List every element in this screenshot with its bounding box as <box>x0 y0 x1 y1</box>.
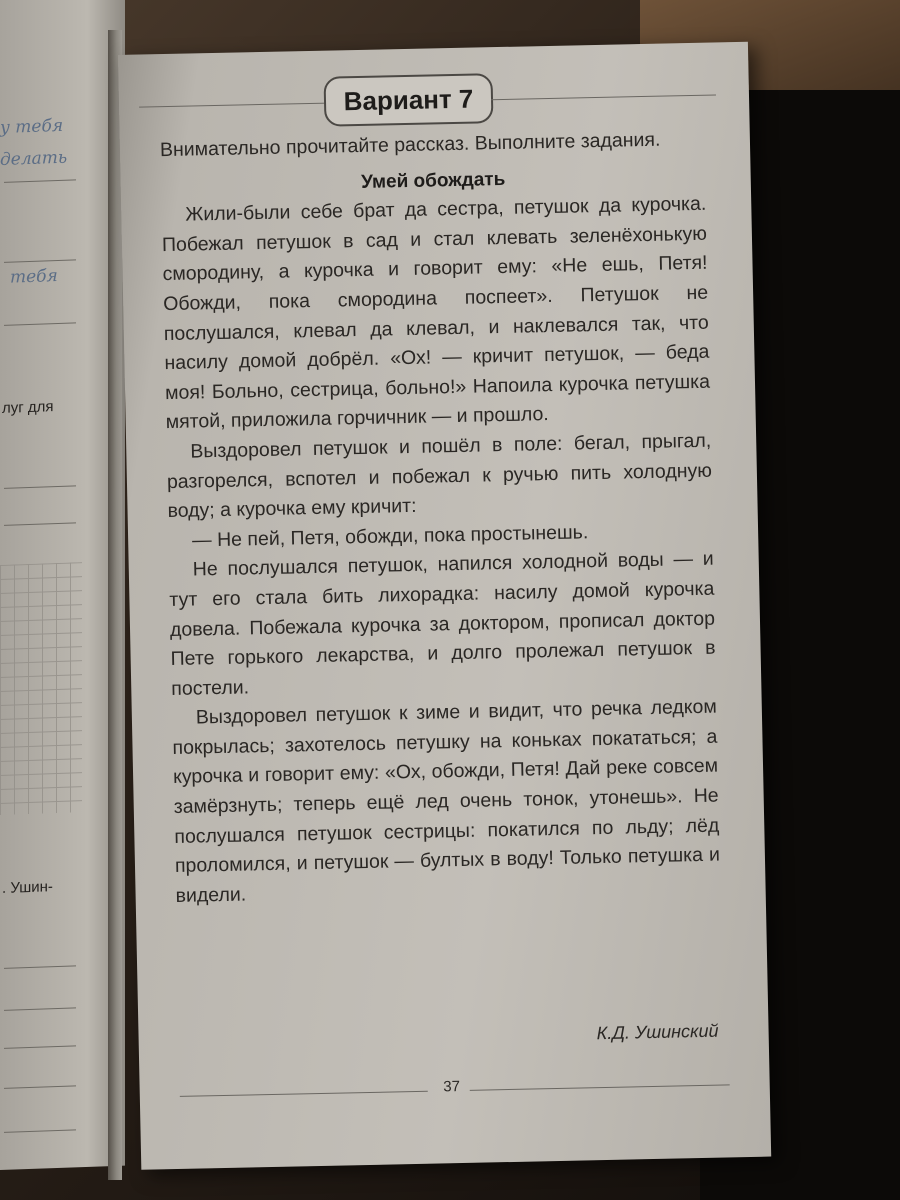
story-paragraph-4: Не послушался петушок, напился холодной воды — и тут его стала бить лихорадка: насилу домой курочка довела. Побежала курочка за доктором, прописал доктор Пете горького лекарства, и долго пролежал петушок в постели. <box>169 547 716 700</box>
story-paragraph-2: Выздоровел петушок и пошёл в поле: бегал, прыгал, разгорелся, вспотел и побежал к ручью пить холодную воду; а курочка ему кричит: <box>166 429 713 523</box>
left-answer-line <box>4 485 76 489</box>
instruction-text: Внимательно прочитайте рассказ. Выполните задания. <box>159 128 661 162</box>
story-paragraph-5: Выздоровел петушок к зиме и видит, что речка ледком покрылась; захотелось петушку на коньках покататься; а курочка и говорит ему: «Ох, обожди, Петя! Дай реке совсем замёрзнуть; теперь ещё лед очень тонок, утонешь». Не послушался петушок сестрицы: покатился по льду; лёд проломился, и петушок — бултых в воду! Только петушка и видели. <box>172 695 721 907</box>
header-rule-right <box>491 94 716 100</box>
left-answer-line <box>4 259 76 263</box>
story-paragraph-3: — Не пей, Петя, обожди, пока простынешь. <box>191 520 589 552</box>
left-answer-line <box>4 322 76 326</box>
story-title: Умей обождать <box>360 168 506 193</box>
footer-rule-left <box>180 1091 428 1097</box>
left-handwriting-2: делать <box>0 147 68 170</box>
page-body <box>160 125 721 912</box>
story-paragraph-1: Жили-были себе брат да сестра, петушок да курочка. Побежал петушок в сад и стал клевать зеленёхонькую смородину, а курочка и говорит ему: «Не ешь, Петя! Обожди, пока смородина поспеет». Петушок не послушался, клевал да клевал, и наклевался так, что насилу домой добрёл. «Ох! — кричит петушок, — беда моя! Больно, сестрица, больно!» Напоила курочка петушка мятой, приложила горчичник — и прошло. <box>161 192 711 434</box>
left-answer-line <box>4 179 76 183</box>
right-page <box>118 42 771 1170</box>
header-rule-left <box>139 102 334 107</box>
left-handwriting-3: тебя <box>10 265 58 288</box>
left-handwriting-1: у тебя <box>0 115 64 138</box>
variant-title: Вариант 7 <box>323 73 493 127</box>
left-answer-line <box>4 1129 76 1133</box>
story-author: К.Д. Ушинский <box>596 1020 719 1044</box>
left-answer-line <box>4 1007 76 1011</box>
grid-area <box>0 562 82 815</box>
page-number: 37 <box>443 1078 461 1096</box>
left-answer-line <box>4 1085 76 1089</box>
footer-rule-right <box>470 1084 730 1090</box>
left-answer-line <box>4 965 76 969</box>
left-answer-line <box>4 1045 76 1049</box>
left-text-2: . Ушин- <box>2 878 53 897</box>
left-page <box>0 0 125 1170</box>
left-answer-line <box>4 522 76 526</box>
book-spine <box>108 30 122 1180</box>
left-text-1: луг для <box>2 398 54 417</box>
